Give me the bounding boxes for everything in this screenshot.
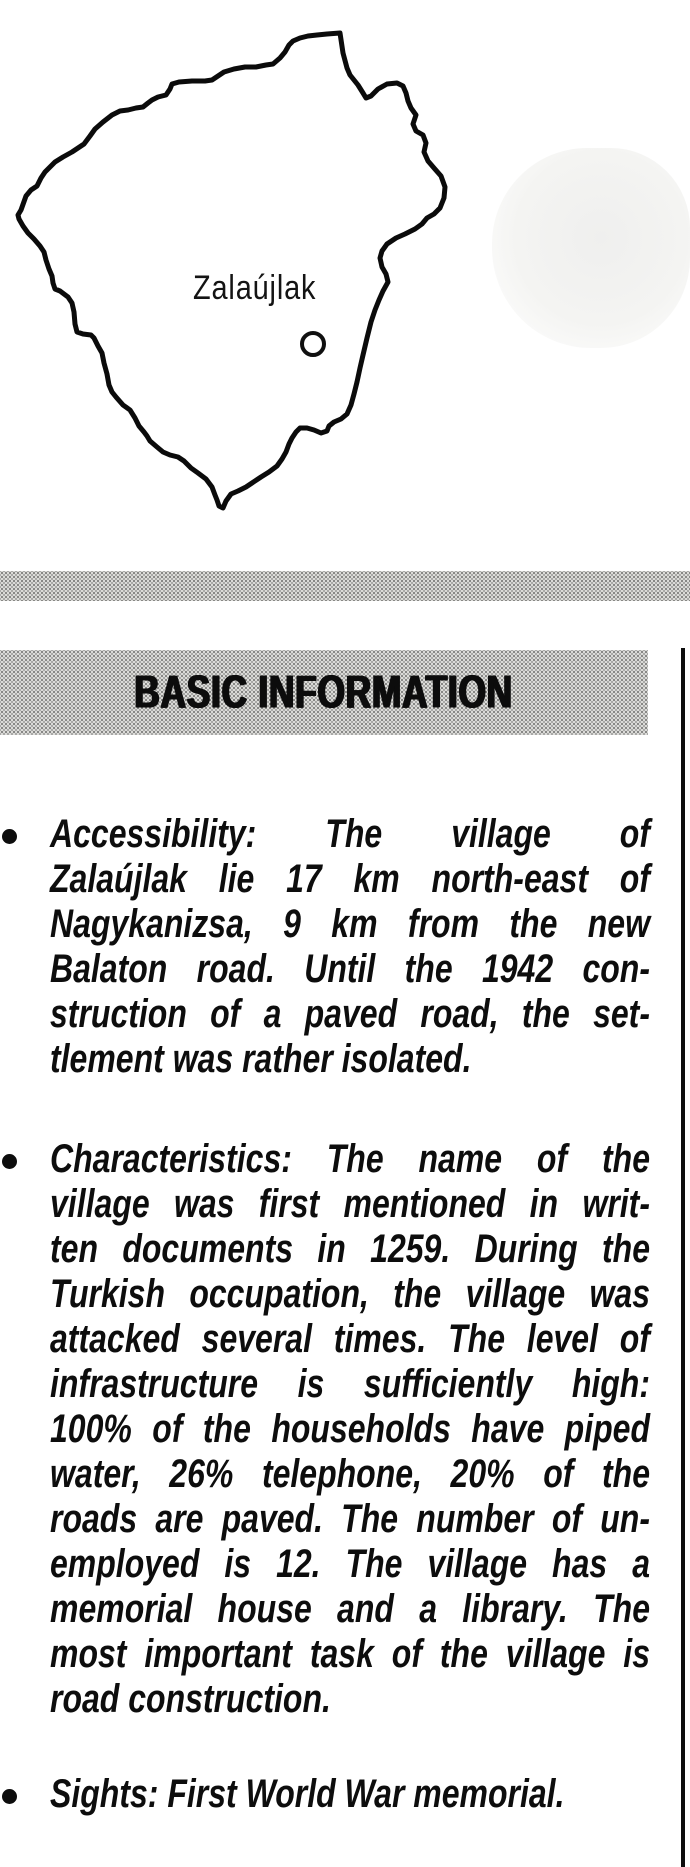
section-title: BASIC INFORMATION [134, 666, 514, 718]
bullet-marker-sights [2, 1789, 17, 1804]
column-divider-rule [681, 648, 685, 1867]
text-line: Nagykanizsa, 9 km from the new [50, 902, 650, 946]
text-line: village was first mentioned in writ- [50, 1182, 650, 1226]
text-line: water, 26% telephone, 20% of the [50, 1452, 650, 1496]
text-line: Turkish occupation, the village was [50, 1272, 650, 1316]
section-header-box [0, 650, 648, 735]
text-line: attacked several times. The level of [50, 1317, 650, 1361]
text-line: most important task of the village is [50, 1632, 650, 1676]
text-line: memorial house and a library. The [50, 1587, 650, 1631]
text-line: Balaton road. Until the 1942 con- [50, 947, 650, 991]
text-line: Zalaújlak lie 17 km north-east of [50, 857, 650, 901]
map-label [193, 268, 338, 308]
text-line: Sights: First World War memorial. [50, 1772, 565, 1816]
map-label-text: Zalaújlak [193, 269, 317, 307]
text-line: Characteristics: The name of the [50, 1137, 650, 1181]
bullet-item-accessibility [50, 812, 650, 1082]
text-line: tlement was rather isolated. [50, 1037, 472, 1081]
halftone-divider-band [0, 571, 690, 601]
text-line: infrastructure is sufficiently high: [50, 1362, 650, 1406]
text-line: ten documents in 1259. During the [50, 1227, 650, 1271]
bullet-item-characteristics [50, 1137, 650, 1722]
text-line: 100% of the households have piped [50, 1407, 650, 1451]
text-line: employed is 12. The village has a [50, 1542, 650, 1586]
text-line: road construction. [50, 1677, 331, 1721]
bullet-marker-accessibility [2, 829, 17, 844]
scan-artifact-blob [492, 148, 690, 348]
text-line: roads are paved. The number of un- [50, 1497, 650, 1541]
village-map [0, 0, 690, 560]
bullet-marker-characteristics [2, 1154, 17, 1169]
text-line: Accessibility: The village of [50, 812, 650, 856]
bullet-item-sights [50, 1772, 650, 1817]
text-line: struction of a paved road, the set- [50, 992, 650, 1036]
village-location-marker-icon [300, 331, 326, 357]
